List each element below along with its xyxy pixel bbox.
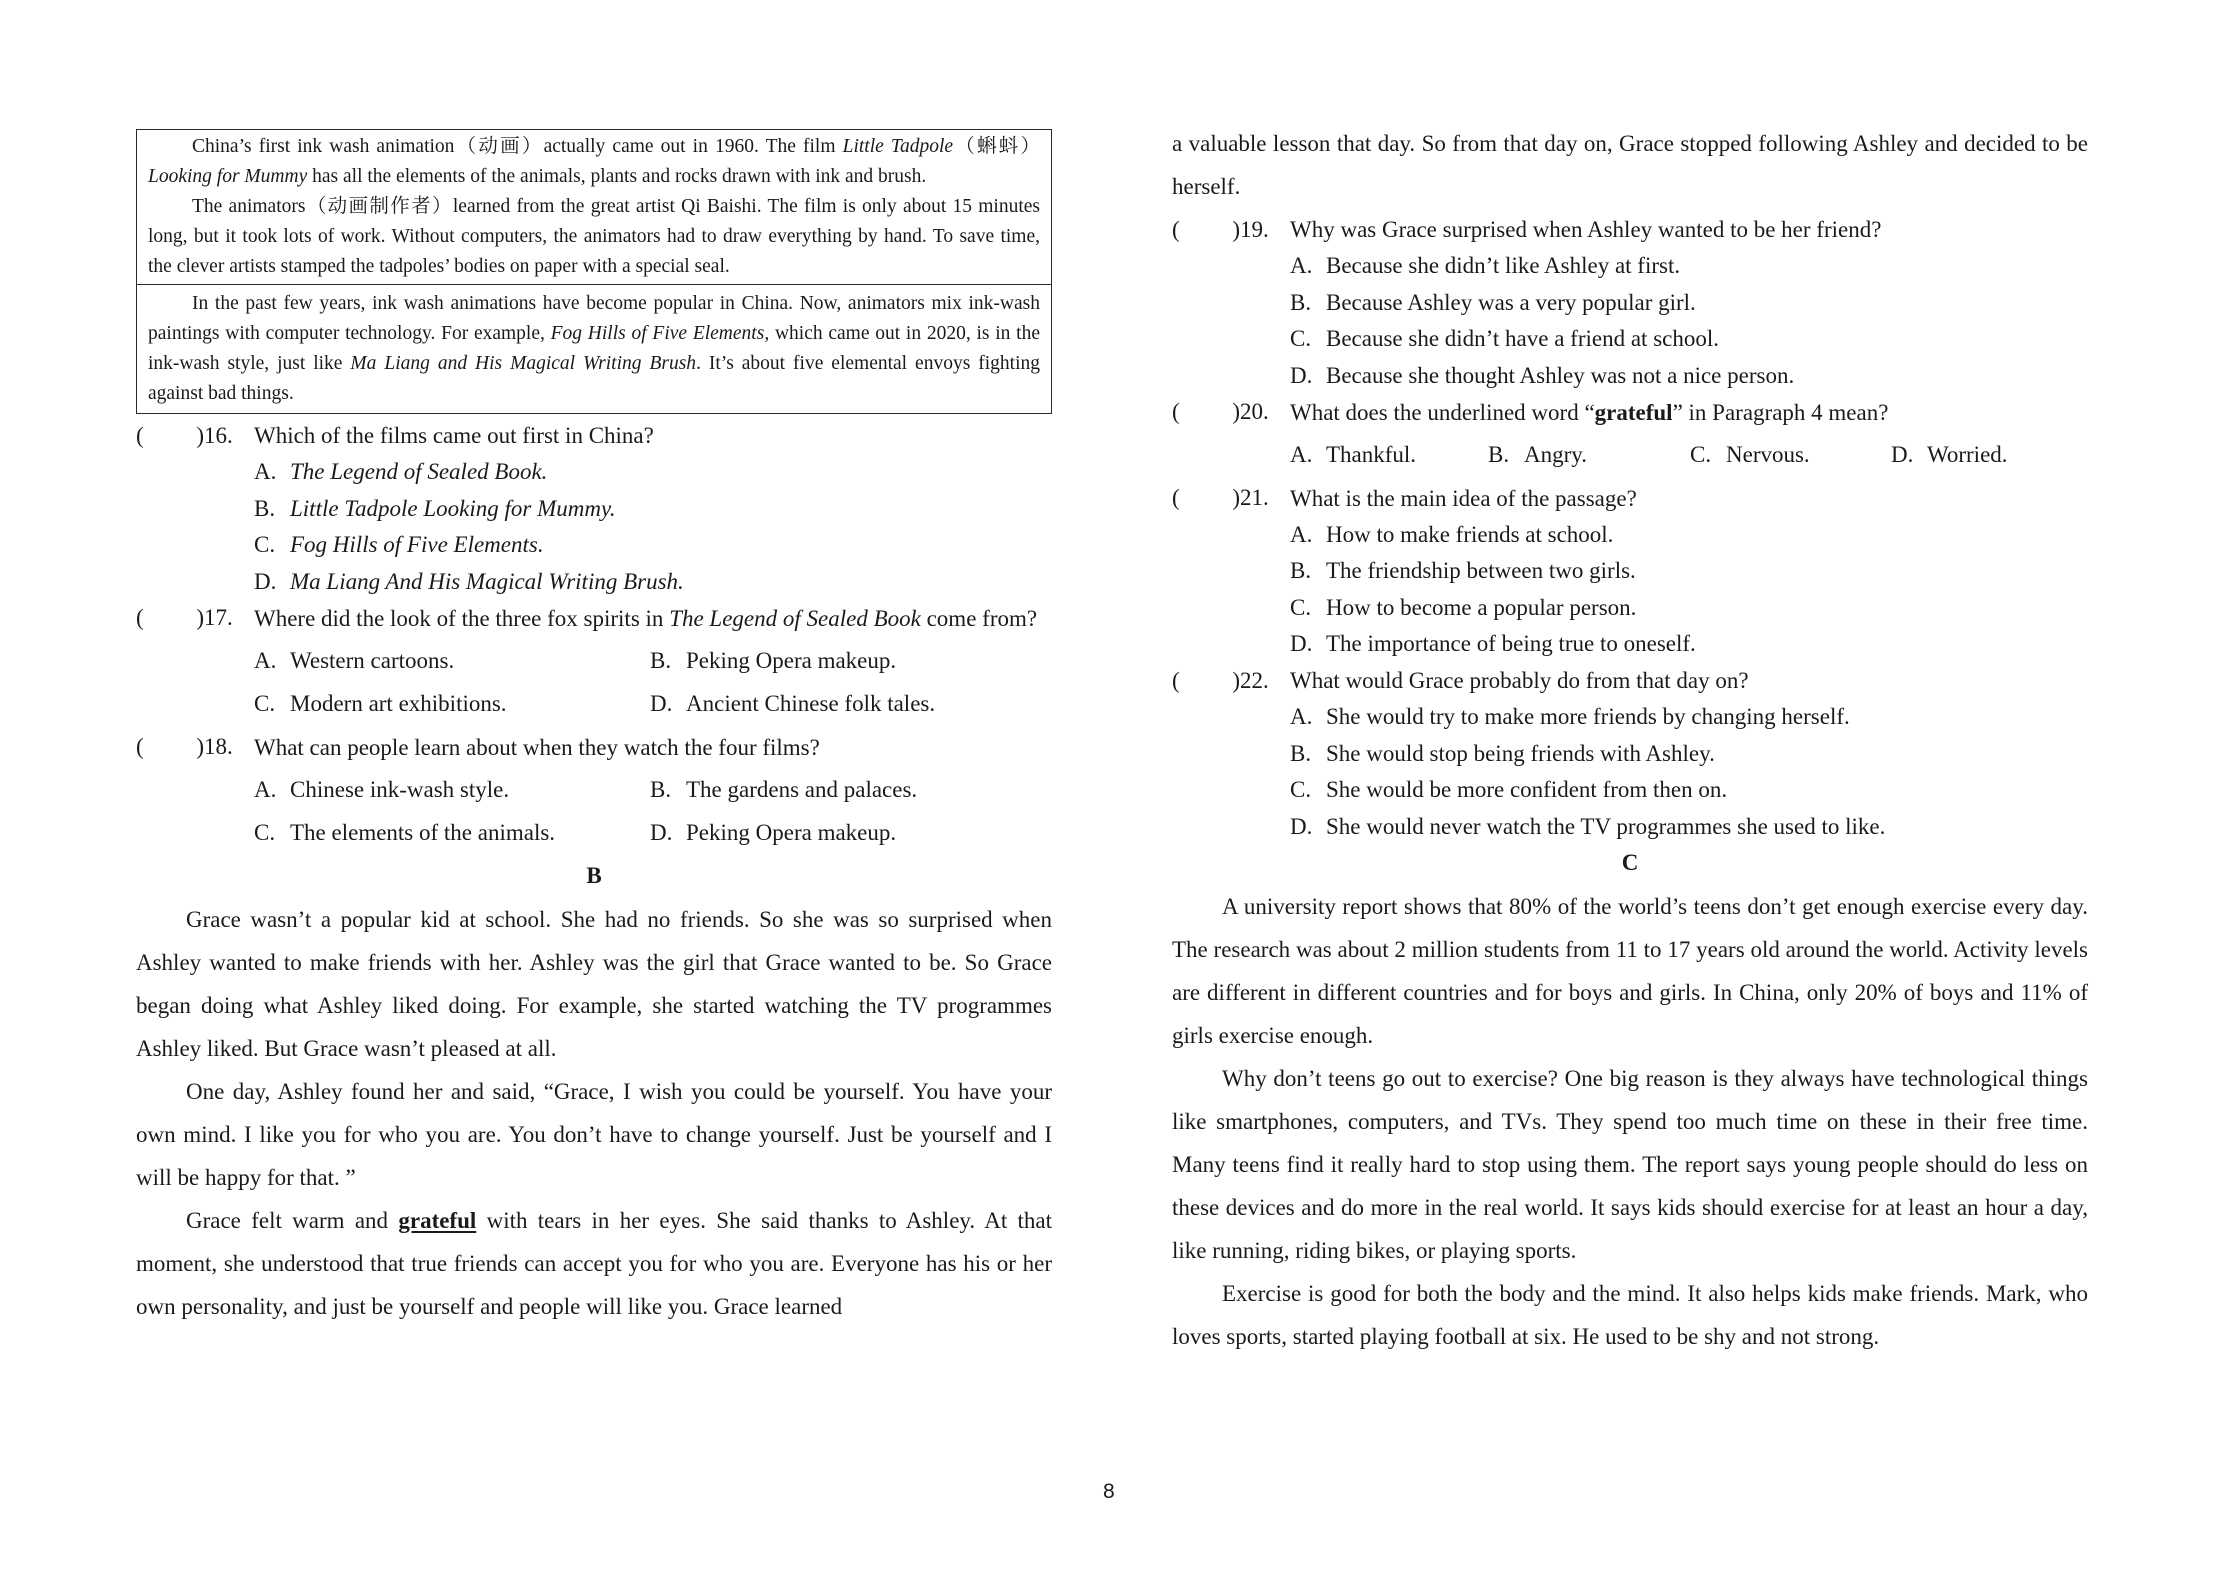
question-16 — [136, 421, 1052, 451]
passage-paragraph-1: Grace wasn’t a popular kid at school. She had no friends. So she was so surprised when Ashley wanted to make friends with her. Ashley was the girl that Grace wanted to be. So Grace began doing what Ashley liked doing. For example, she started watching the TV programmes Ashley liked. But Grace wasn’t pleased at all. — [136, 906, 1052, 1061]
option-letter: A. — [1290, 442, 1313, 467]
passage-paragraph-1: A university report shows that 80% of the world’s teens don’t get enough exercise every day. The research was about 2 million students from 11 to 17 years old around the world. Activity levels are different in different countries and for boys and girls. In China, only 20% of boys and 11% of girls exercise enough. — [1172, 893, 2088, 1048]
option-text: She would never watch the TV programmes she used to like. — [1326, 813, 1886, 839]
option-letter: C. — [1290, 777, 1312, 802]
passage-paragraph-2: One day, Ashley found her and said, “Grace, I wish you could be yourself. You have your own mind. I like you for who you are. You don’t have to change yourself. Just be yourself and I will be happy for that. ” — [136, 1078, 1052, 1190]
option-a — [254, 457, 1052, 487]
option-c — [1290, 324, 2088, 354]
option-letter: C. — [254, 820, 276, 845]
answer-blank[interactable] — [1172, 215, 1240, 245]
option-letter: D. — [650, 691, 673, 716]
option-text: Ancient Chinese folk tales. — [686, 691, 936, 716]
option-text: Ma Liang And His Magical Writing Brush. — [290, 568, 684, 594]
option-letter: A. — [254, 648, 277, 673]
text: China’s first ink wash animation（动画）actually came out in 1960. The film — [192, 136, 843, 157]
answer-blank[interactable] — [136, 421, 204, 451]
option-letter: D. — [254, 568, 277, 594]
left-column — [136, 129, 1052, 1328]
question-17-options — [254, 640, 1052, 726]
option-text: Because she didn’t like Ashley at first. — [1326, 253, 1681, 278]
option-c — [254, 530, 1052, 560]
option-text: How to make friends at school. — [1326, 521, 1614, 547]
answer-blank-open: ( — [136, 734, 144, 759]
passage-part-2 — [137, 284, 1051, 413]
passage-part-1 — [137, 130, 1051, 284]
answer-blank-close: ) — [196, 422, 204, 448]
option-text: Worried. — [1927, 442, 2008, 467]
answer-blank-close: ) — [1232, 667, 1240, 693]
option-text: Chinese ink-wash style. — [290, 777, 510, 802]
question-text: What is the main idea of the passage? — [1290, 485, 1637, 511]
option-b — [1290, 288, 2088, 318]
question-number: 22. — [1240, 667, 1269, 693]
text: Where did the look of the three fox spirits in — [254, 605, 670, 631]
section-b-heading: B — [586, 863, 602, 888]
text: In the past few years, ink wash animations have become popular in China. Now, animators mix ink-wash paintings with computer technology. For example, — [148, 293, 1040, 344]
answer-blank-close: ) — [196, 734, 204, 759]
question-number: 20. — [1240, 399, 1269, 424]
option-b — [1488, 440, 1690, 470]
option-text: Peking Opera makeup. — [686, 820, 897, 845]
option-d — [1290, 361, 2088, 391]
question-22-options — [1290, 702, 2088, 842]
question-number: 17. — [204, 605, 233, 630]
passage-paragraph — [148, 289, 1040, 409]
option-letter: D. — [1891, 442, 1914, 467]
option-b — [650, 775, 1052, 805]
answer-blank[interactable] — [136, 732, 204, 762]
bold-word: grateful — [1594, 399, 1673, 425]
option-text: Angry. — [1524, 442, 1588, 467]
option-a — [1290, 702, 2088, 732]
answer-blank-open: ( — [1172, 216, 1180, 242]
passage-paragraph-3 — [136, 1199, 1052, 1328]
option-b — [1290, 739, 2088, 769]
option-c — [1290, 775, 2088, 805]
question-text: What would Grace probably do from that day on? — [1290, 668, 1749, 693]
text: , which came out in 2020, is in the ink-wash style, just like — [148, 323, 1041, 374]
option-letter: C. — [254, 691, 276, 716]
option-letter: D. — [1290, 813, 1313, 839]
passage-paragraph — [148, 132, 1040, 192]
passage-paragraph-2: Why don’t teens go out to exercise? One big reason is they always have technological things like smartphones, computers, and TVs. They spend too much time on these in their free time. Many teens find it really hard to stop using them. The report says young people should do less on these devices and do more in the real world. It says kids should exercise for at least an hour a day, like running, riding bikes, or playing sports. — [1172, 1065, 2088, 1263]
option-text: Because she thought Ashley was not a nice person. — [1326, 362, 1795, 388]
option-text: The gardens and palaces. — [686, 777, 918, 802]
question-text — [1290, 391, 2088, 434]
film-title: Fog Hills of Five Elements — [550, 323, 765, 344]
question-number: 21. — [1240, 485, 1269, 510]
option-text: How to become a popular person. — [1326, 594, 1637, 620]
option-text: She would try to make more friends by changing herself. — [1326, 704, 1850, 729]
option-letter: B. — [650, 777, 672, 802]
question-text — [254, 597, 1052, 640]
reading-passage-box — [136, 129, 1052, 414]
option-text: Thankful. — [1326, 442, 1417, 467]
option-text: Because she didn’t have a friend at school. — [1326, 326, 1719, 351]
question-22 — [1172, 666, 2088, 696]
answer-blank-close: ) — [1232, 399, 1240, 424]
question-18-options — [254, 769, 1052, 855]
option-letter: B. — [1290, 558, 1312, 583]
section-c-heading: C — [1621, 850, 1639, 875]
option-text: Nervous. — [1726, 442, 1810, 467]
option-text: Fog Hills of Five Elements. — [290, 532, 544, 557]
passage-paragraph-3: Exercise is good for both the body and the mind. It also helps kids make friends. Mark, who loves sports, started playing football at six. He used to be shy and not strong. — [1172, 1280, 2088, 1349]
answer-blank[interactable] — [1172, 483, 1240, 513]
question-18 — [136, 732, 1052, 762]
answer-blank-close: ) — [1232, 485, 1240, 510]
answer-blank-open: ( — [1172, 399, 1180, 424]
option-text: Western cartoons. — [290, 648, 455, 673]
question-20 — [1172, 397, 2088, 427]
right-column — [1172, 122, 2088, 1358]
question-text: Why was Grace surprised when Ashley wanted to be her friend? — [1290, 217, 1882, 242]
option-text: The elements of the animals. — [290, 820, 556, 845]
question-number: 16. — [204, 422, 233, 448]
answer-blank[interactable] — [1172, 666, 1240, 696]
option-d — [1891, 440, 2088, 470]
option-letter: D. — [650, 820, 673, 845]
option-letter: C. — [1290, 594, 1312, 620]
option-c — [1690, 440, 1891, 470]
question-text: What can people learn about when they watch the four films? — [254, 734, 820, 760]
question-number: 19. — [1240, 216, 1269, 242]
option-a — [1290, 251, 2088, 281]
option-text: Because Ashley was a very popular girl. — [1326, 289, 1696, 315]
film-title: Looking for Mummy — [148, 166, 308, 187]
film-title: Little Tadpole — [842, 136, 954, 157]
answer-blank[interactable] — [1172, 397, 1240, 427]
text: . It’s about five elemental envoys fighting against bad things. — [148, 353, 1040, 404]
question-19 — [1172, 215, 2088, 245]
question-16-options — [254, 457, 1052, 597]
question-number: 18. — [204, 734, 233, 759]
option-b — [1290, 556, 2088, 586]
option-text: The friendship between two girls. — [1326, 558, 1636, 583]
option-text: Peking Opera makeup. — [686, 648, 897, 673]
answer-blank-open: ( — [136, 422, 144, 448]
text: ” in Paragraph 4 mean? — [1672, 399, 1889, 425]
option-letter: D. — [1290, 631, 1313, 656]
option-letter: B. — [1290, 740, 1312, 766]
option-d — [1290, 629, 2088, 659]
option-letter: B. — [254, 495, 276, 521]
section-c-passage — [1172, 885, 2088, 1358]
question-17 — [136, 603, 1052, 633]
option-c — [254, 818, 650, 848]
text: with tears in her eyes. She said thanks to Ashley. At that moment, she understood that true friends can accept you for who you are. Everyone has his or her own personality, and just be yourself and people will like you. Grace learned — [136, 1207, 1052, 1319]
question-21 — [1172, 483, 2088, 513]
option-d — [650, 818, 1052, 848]
option-letter: B. — [1290, 289, 1312, 315]
film-title: Ma Liang and His Magical Writing Brush — [350, 353, 697, 374]
option-b — [254, 494, 1052, 524]
option-c — [254, 689, 650, 719]
answer-blank[interactable] — [136, 603, 204, 633]
option-text: Modern art exhibitions. — [290, 691, 507, 716]
text: （蝌蚪） — [953, 136, 1040, 157]
underlined-word: grateful — [398, 1207, 477, 1233]
text: Grace felt warm and — [186, 1207, 399, 1233]
text: has all the elements of the animals, plants and rocks drawn with ink and brush. — [307, 166, 927, 187]
option-letter: B. — [1488, 442, 1510, 467]
question-text-continued: from? — [982, 605, 1038, 631]
page-number: 8 — [1103, 1480, 1115, 1503]
option-text: The importance of being true to oneself. — [1326, 631, 1696, 656]
option-c — [1290, 593, 2088, 623]
passage-paragraph-3-continued: a valuable lesson that day. So from that day on, Grace stopped following Ashley and decided to be herself. — [1172, 131, 2088, 199]
answer-blank-close: ) — [1232, 216, 1240, 242]
section-b-passage — [136, 898, 1052, 1328]
option-d — [650, 689, 1052, 719]
question-20-options — [1290, 434, 2088, 477]
option-a — [254, 646, 650, 676]
option-text: She would stop being friends with Ashley. — [1326, 740, 1715, 766]
option-b — [650, 646, 1052, 676]
option-letter: A. — [1290, 253, 1313, 278]
question-text: Which of the films came out first in China? — [254, 423, 654, 448]
option-letter: A. — [254, 459, 277, 484]
text: come — [920, 605, 977, 631]
option-text: She would be more confident from then on. — [1326, 777, 1728, 802]
option-letter: B. — [650, 648, 672, 673]
passage-paragraph: The animators（动画制作者）learned from the great artist Qi Baishi. The film is only about 15 minutes long, but it took lots of work. Without computers, the animators had to draw everything by hand. To save time, the clever artists stamped the tadpoles’ bodies on paper with a special seal. — [148, 196, 1040, 277]
option-letter: A. — [1290, 704, 1313, 729]
option-letter: A. — [254, 777, 277, 802]
option-letter: C. — [1690, 442, 1712, 467]
question-19-options — [1290, 251, 2088, 391]
option-letter: A. — [1290, 521, 1313, 547]
option-a — [1290, 440, 1488, 470]
text: What does the underlined word “ — [1290, 399, 1595, 425]
option-letter: D. — [1290, 362, 1313, 388]
option-a — [1290, 520, 2088, 550]
answer-blank-close: ) — [196, 605, 204, 630]
answer-blank-open: ( — [1172, 667, 1180, 693]
option-d — [1290, 812, 2088, 842]
option-text: Little Tadpole Looking for Mummy. — [290, 495, 616, 521]
section-b-passage-continued — [1172, 122, 2088, 208]
film-title: The Legend of Sealed Book — [669, 605, 921, 631]
option-letter: C. — [1290, 326, 1312, 351]
answer-blank-open: ( — [1172, 485, 1180, 510]
answer-blank-open: ( — [136, 605, 144, 630]
option-letter: C. — [254, 532, 276, 557]
option-d — [254, 567, 1052, 597]
option-a — [254, 775, 650, 805]
question-21-options — [1290, 520, 2088, 660]
option-text: The Legend of Sealed Book. — [290, 459, 548, 484]
